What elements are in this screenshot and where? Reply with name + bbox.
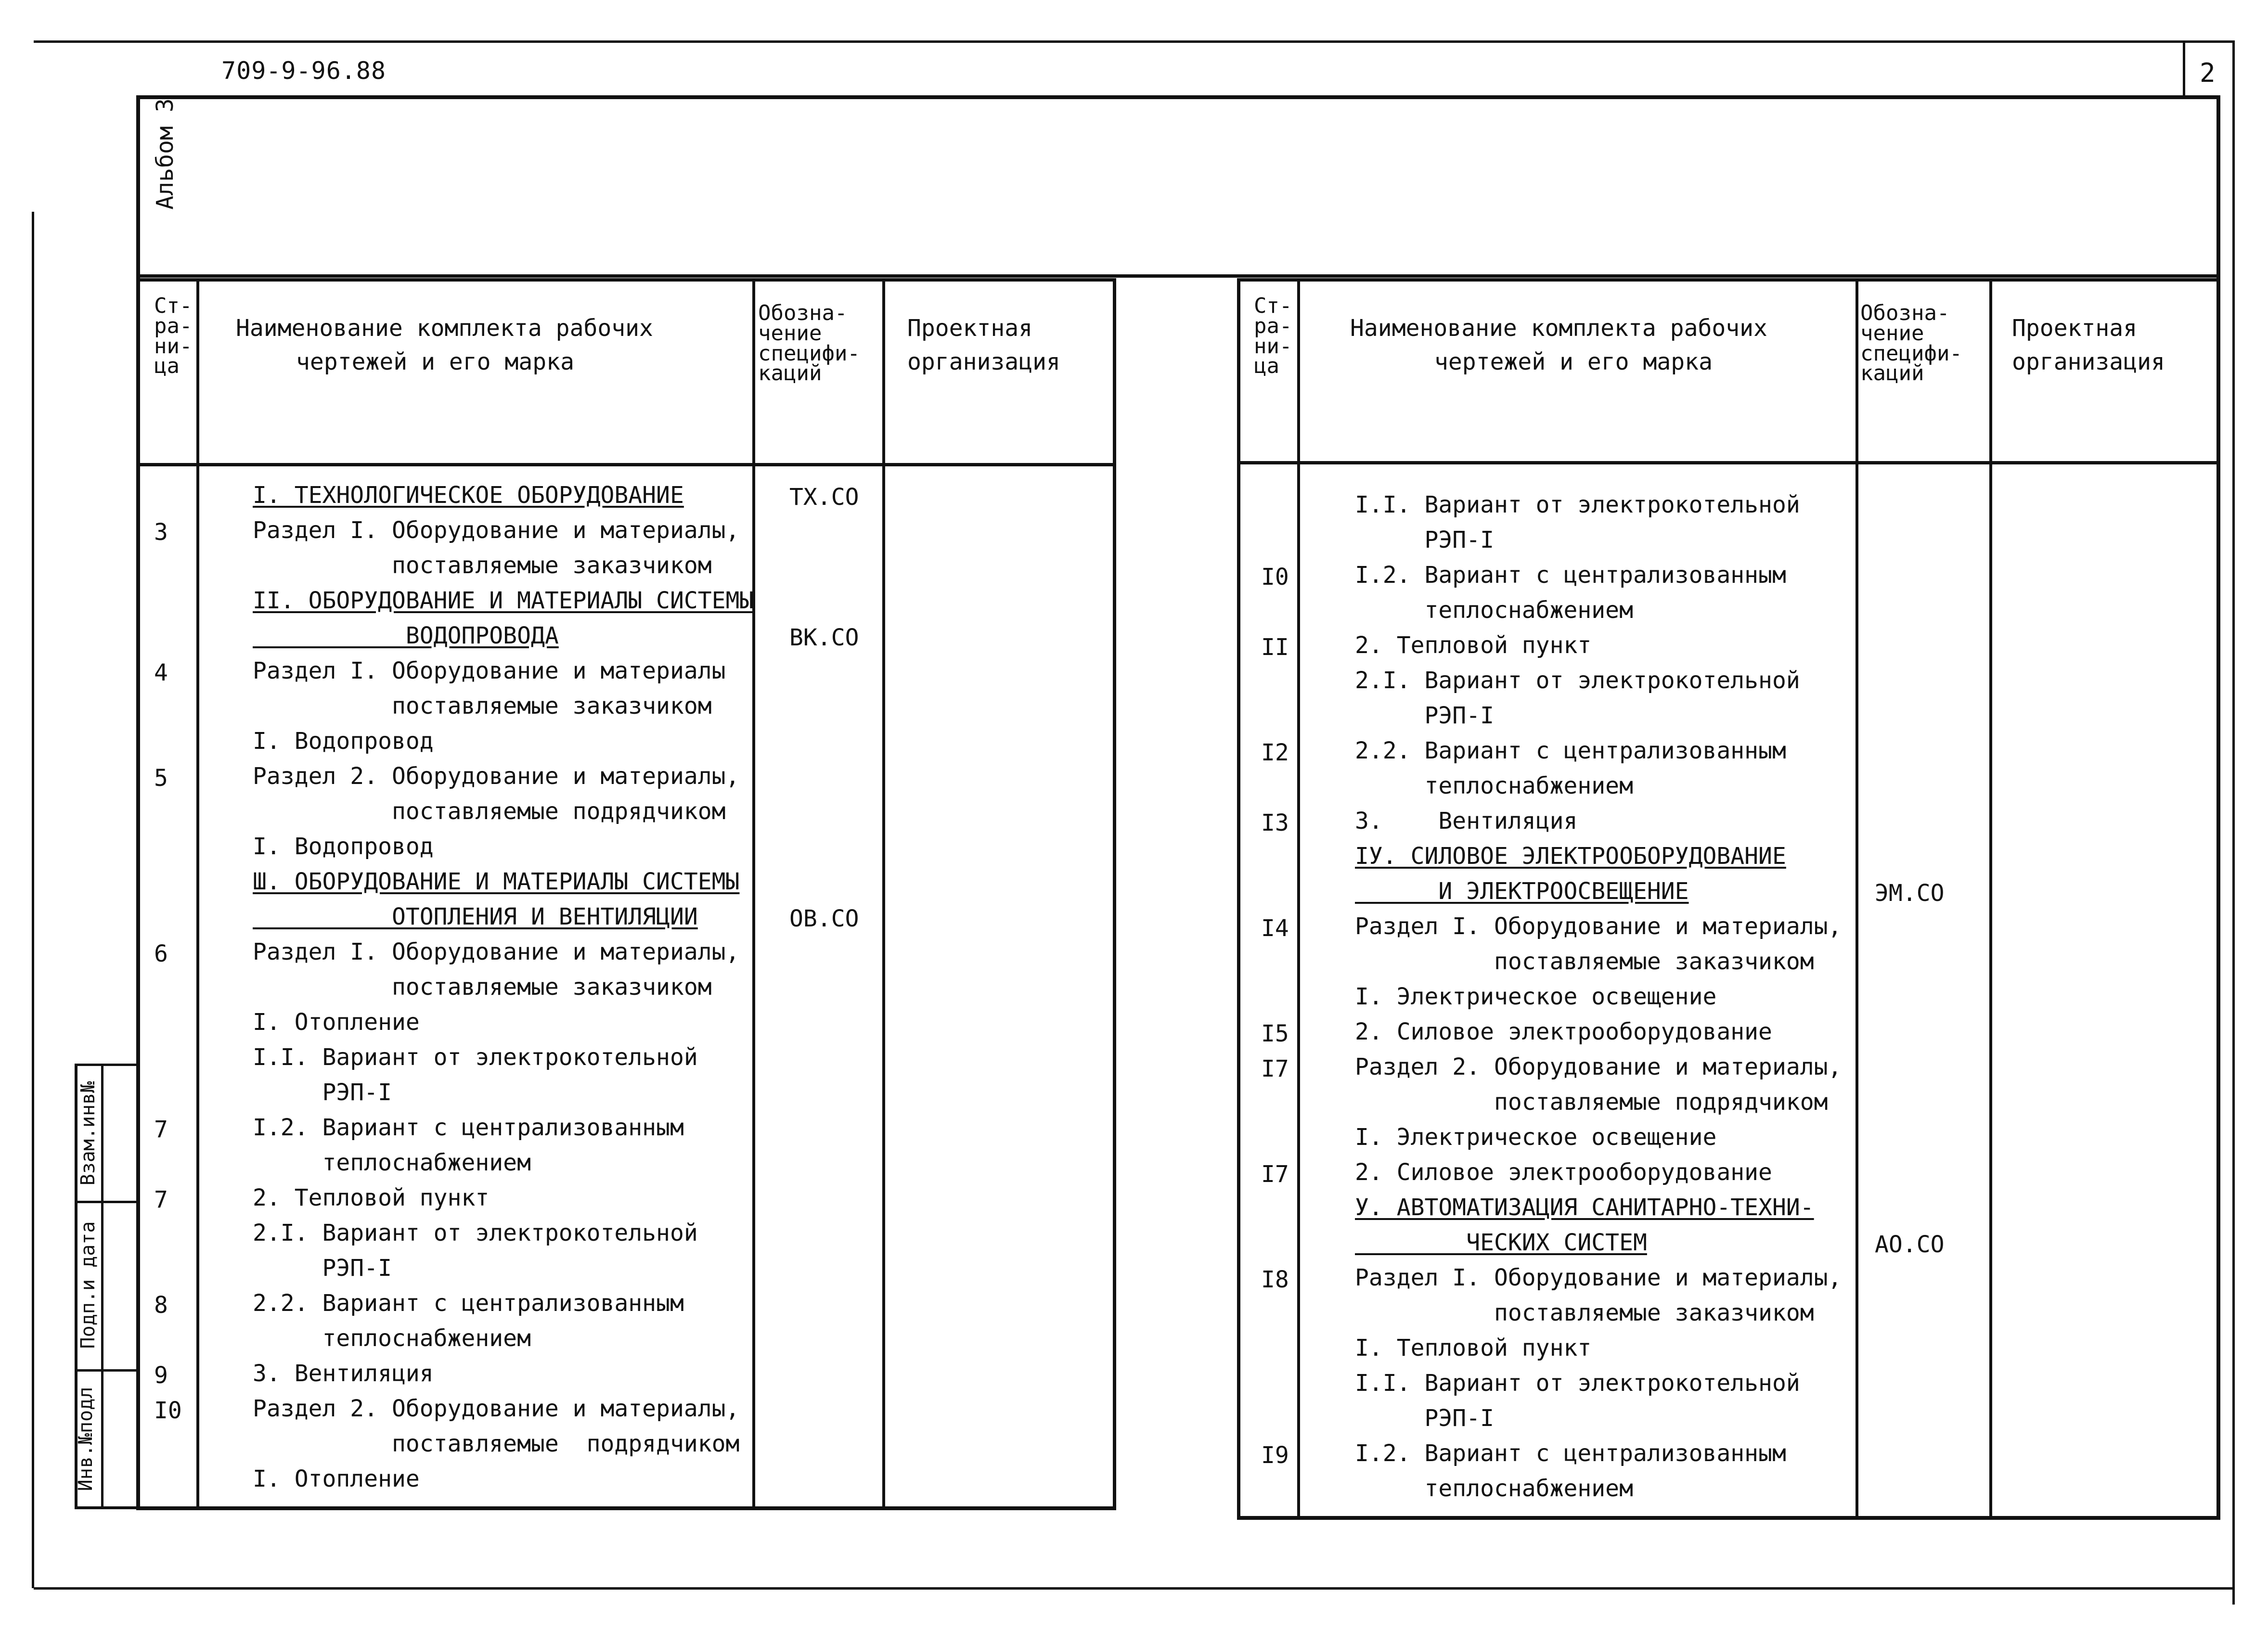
row-text: ЧЕСКИХ СИСТЕМ xyxy=(1355,1229,1647,1256)
row-text: I. Тепловой пункт xyxy=(1355,1335,1592,1361)
left-table-right xyxy=(1113,278,1116,1510)
row-text: теплоснабжением xyxy=(253,1149,531,1176)
row-page: 7 xyxy=(154,1186,168,1213)
row-text: ОТОПЛЕНИЯ И ВЕНТИЛЯЦИИ xyxy=(253,903,698,930)
row-text: теплоснабжением xyxy=(253,1325,531,1352)
bottom-border xyxy=(34,1587,2233,1590)
row-page: I7 xyxy=(1261,1055,1289,1082)
left-table-header-bottom xyxy=(136,463,1116,466)
left-col-div-2 xyxy=(752,278,755,1510)
album-label: Альбом 3 xyxy=(152,98,179,210)
row-text: Раздел I. Оборудование и материалы, xyxy=(253,517,740,544)
row-text: I. Водопровод xyxy=(253,728,434,755)
row-page: 4 xyxy=(154,659,168,686)
row-text: 2. Силовое электрооборудование xyxy=(1355,1018,1772,1045)
row-text: поставляемые заказчиком xyxy=(1355,948,1814,975)
row-text: 3. Вентиляция xyxy=(253,1360,434,1387)
row-text: IУ. СИЛОВОЕ ЭЛЕКТРООБОРУДОВАНИЕ xyxy=(1355,843,1786,870)
row-spec: ВК.СО xyxy=(789,624,859,651)
row-spec: АО.СО xyxy=(1875,1231,1945,1258)
stamp-div-2 xyxy=(75,1369,137,1372)
row-text: 2.I. Вариант от электрокотельной xyxy=(1355,667,1800,694)
row-text: I. Электрическое освещение xyxy=(1355,1124,1717,1151)
row-text: Раздел I. Оборудование и материалы, xyxy=(1355,913,1842,940)
row-text: 2. Тепловой пункт xyxy=(1355,632,1592,659)
row-text: Раздел I. Оборудование и материалы xyxy=(253,657,726,684)
row-page: 3 xyxy=(154,519,168,546)
row-text: 2.2. Вариант с централизованным xyxy=(253,1290,684,1317)
row-text: РЭП-I xyxy=(1355,702,1494,729)
left-col-div-1 xyxy=(196,278,199,1510)
frame-left xyxy=(136,95,140,1510)
stamp-div-1 xyxy=(75,1201,137,1203)
left-header-org-1: Проектная xyxy=(907,315,1033,342)
row-text: РЭП-I xyxy=(1355,527,1494,553)
row-text: I. Отопление xyxy=(253,1009,420,1036)
row-text: Раздел 2. Оборудование и материалы, xyxy=(253,763,740,790)
left-header-name-1: Наименование комплекта рабочих xyxy=(236,315,653,342)
row-page: I5 xyxy=(1261,1020,1289,1047)
left-table-top xyxy=(136,278,1116,282)
right-header-org-2: организация xyxy=(2012,348,2165,375)
top-border xyxy=(34,40,2233,43)
right-header-org-1: Проектная xyxy=(2012,315,2138,342)
row-text: 2. Силовое электрооборудование xyxy=(1355,1159,1772,1186)
row-text: Раздел I. Оборудование и материалы, xyxy=(1355,1264,1842,1291)
row-spec: ОВ.СО xyxy=(789,905,859,932)
row-text: I. Водопровод xyxy=(253,833,434,860)
right-header-page: Ст- ра- ни- ца xyxy=(1254,294,1292,379)
row-text: теплоснабжением xyxy=(1355,597,1633,624)
left-header-spec: Обозна- чение специфи- каций xyxy=(758,301,860,386)
row-page: I8 xyxy=(1261,1266,1289,1293)
left-header-org-2: организация xyxy=(907,348,1060,375)
right-border xyxy=(2232,40,2235,1605)
row-page: I7 xyxy=(1261,1161,1289,1188)
row-text: 2.2. Вариант с централизованным xyxy=(1355,737,1786,764)
row-text: I. Электрическое освещение xyxy=(1355,983,1717,1010)
row-page: 7 xyxy=(154,1116,168,1143)
row-text: РЭП-I xyxy=(253,1079,392,1106)
row-text: поставляемые заказчиком xyxy=(253,974,712,1001)
right-table-left xyxy=(1237,278,1240,1520)
stamp-inv-vzam: Взам.инв№ xyxy=(77,1081,99,1186)
row-text: теплоснабжением xyxy=(1355,772,1633,799)
row-page: I0 xyxy=(154,1397,182,1424)
row-text: I.2. Вариант с централизованным xyxy=(253,1114,684,1141)
row-page: 9 xyxy=(154,1362,168,1389)
left-header-name-2: чертежей и его марка xyxy=(296,348,574,375)
left-border xyxy=(32,212,34,1588)
row-text: I.I. Вариант от электрокотельной xyxy=(253,1044,698,1071)
row-page: I3 xyxy=(1261,809,1289,836)
stamp-inv-orig: Инв.№подл xyxy=(75,1387,97,1491)
row-text: поставляемые подрядчиком xyxy=(1355,1089,1828,1116)
right-col-div-1 xyxy=(1297,278,1300,1520)
row-page: I2 xyxy=(1261,739,1289,766)
row-text: Раздел I. Оборудование и материалы, xyxy=(253,938,740,965)
left-table-bottom xyxy=(136,1506,1116,1510)
row-text: 3. Вентиляция xyxy=(1355,808,1578,835)
right-header-name-1: Наименование комплекта рабочих xyxy=(1350,315,1767,342)
right-header-spec: Обозна- чение специфи- каций xyxy=(1860,301,1962,386)
row-text: поставляемые подрядчиком xyxy=(253,1430,740,1457)
row-page: I0 xyxy=(1261,564,1289,591)
document-code: 709-9-96.88 xyxy=(221,57,387,85)
stamp-col-mid xyxy=(101,1064,103,1509)
stamp-sign-date: Подп.и дата xyxy=(77,1221,99,1349)
right-table-top xyxy=(1237,278,2220,282)
row-text: I.2. Вариант с централизованным xyxy=(1355,562,1786,589)
row-text: поставляемые подрядчиком xyxy=(253,798,726,825)
frame-right xyxy=(2216,95,2220,1520)
row-page: 6 xyxy=(154,940,168,967)
row-text: I.I. Вариант от электрокотельной xyxy=(1355,1370,1800,1397)
row-text: Ш. ОБОРУДОВАНИЕ И МАТЕРИАЛЫ СИСТЕМЫ xyxy=(253,868,740,895)
row-page: II xyxy=(1261,634,1289,661)
row-text: Раздел 2. Оборудование и материалы, xyxy=(1355,1053,1842,1080)
row-text: 2.I. Вариант от электрокотельной xyxy=(253,1220,698,1246)
row-text: теплоснабжением xyxy=(1355,1475,1633,1502)
right-header-name-2: чертежей и его марка xyxy=(1434,348,1713,375)
row-text: Раздел 2. Оборудование и материалы, xyxy=(253,1395,740,1422)
row-page: 5 xyxy=(154,765,168,792)
row-text: I. Отопление xyxy=(253,1465,420,1492)
left-col-div-3 xyxy=(882,278,885,1510)
frame-top xyxy=(136,95,2220,99)
row-page: 8 xyxy=(154,1292,168,1319)
row-text: ВОДОПРОВОДА xyxy=(253,622,559,649)
page-number: 2 xyxy=(2200,58,2216,88)
page-number-divider xyxy=(2183,40,2185,97)
stamp-top xyxy=(75,1064,137,1066)
row-text: РЭП-I xyxy=(1355,1405,1494,1432)
row-text: РЭП-I xyxy=(253,1255,392,1282)
row-text: 2. Тепловой пункт xyxy=(253,1184,490,1211)
row-text: И ЭЛЕКТРООСВЕЩЕНИЕ xyxy=(1355,878,1689,905)
right-table-bottom xyxy=(1237,1516,2220,1520)
row-text: I.I. Вариант от электрокотельной xyxy=(1355,491,1800,518)
row-spec: ЭМ.СО xyxy=(1875,880,1945,907)
row-spec: ТХ.СО xyxy=(789,484,859,511)
row-page: I4 xyxy=(1261,915,1289,942)
title-area-bottom xyxy=(136,274,2220,278)
stamp-bottom xyxy=(75,1506,140,1509)
right-table-header-bottom xyxy=(1237,461,2220,464)
row-text: поставляемые заказчиком xyxy=(1355,1299,1814,1326)
row-text: I. ТЕХНОЛОГИЧЕСКОЕ ОБОРУДОВАНИЕ xyxy=(253,482,684,509)
row-text: поставляемые заказчиком xyxy=(253,552,712,579)
row-text: У. АВТОМАТИЗАЦИЯ САНИТАРНО-ТЕХНИ- xyxy=(1355,1194,1814,1221)
row-page: I9 xyxy=(1261,1442,1289,1469)
row-text: I.2. Вариант с централизованным xyxy=(1355,1440,1786,1467)
right-col-div-2 xyxy=(1856,278,1858,1520)
left-header-page: Ст- ра- ни- ца xyxy=(154,294,193,379)
row-text: поставляемые заказчиком xyxy=(253,693,712,719)
row-text: II. ОБОРУДОВАНИЕ И МАТЕРИАЛЫ СИСТЕМЫ xyxy=(253,587,754,614)
right-col-div-3 xyxy=(1989,278,1992,1520)
